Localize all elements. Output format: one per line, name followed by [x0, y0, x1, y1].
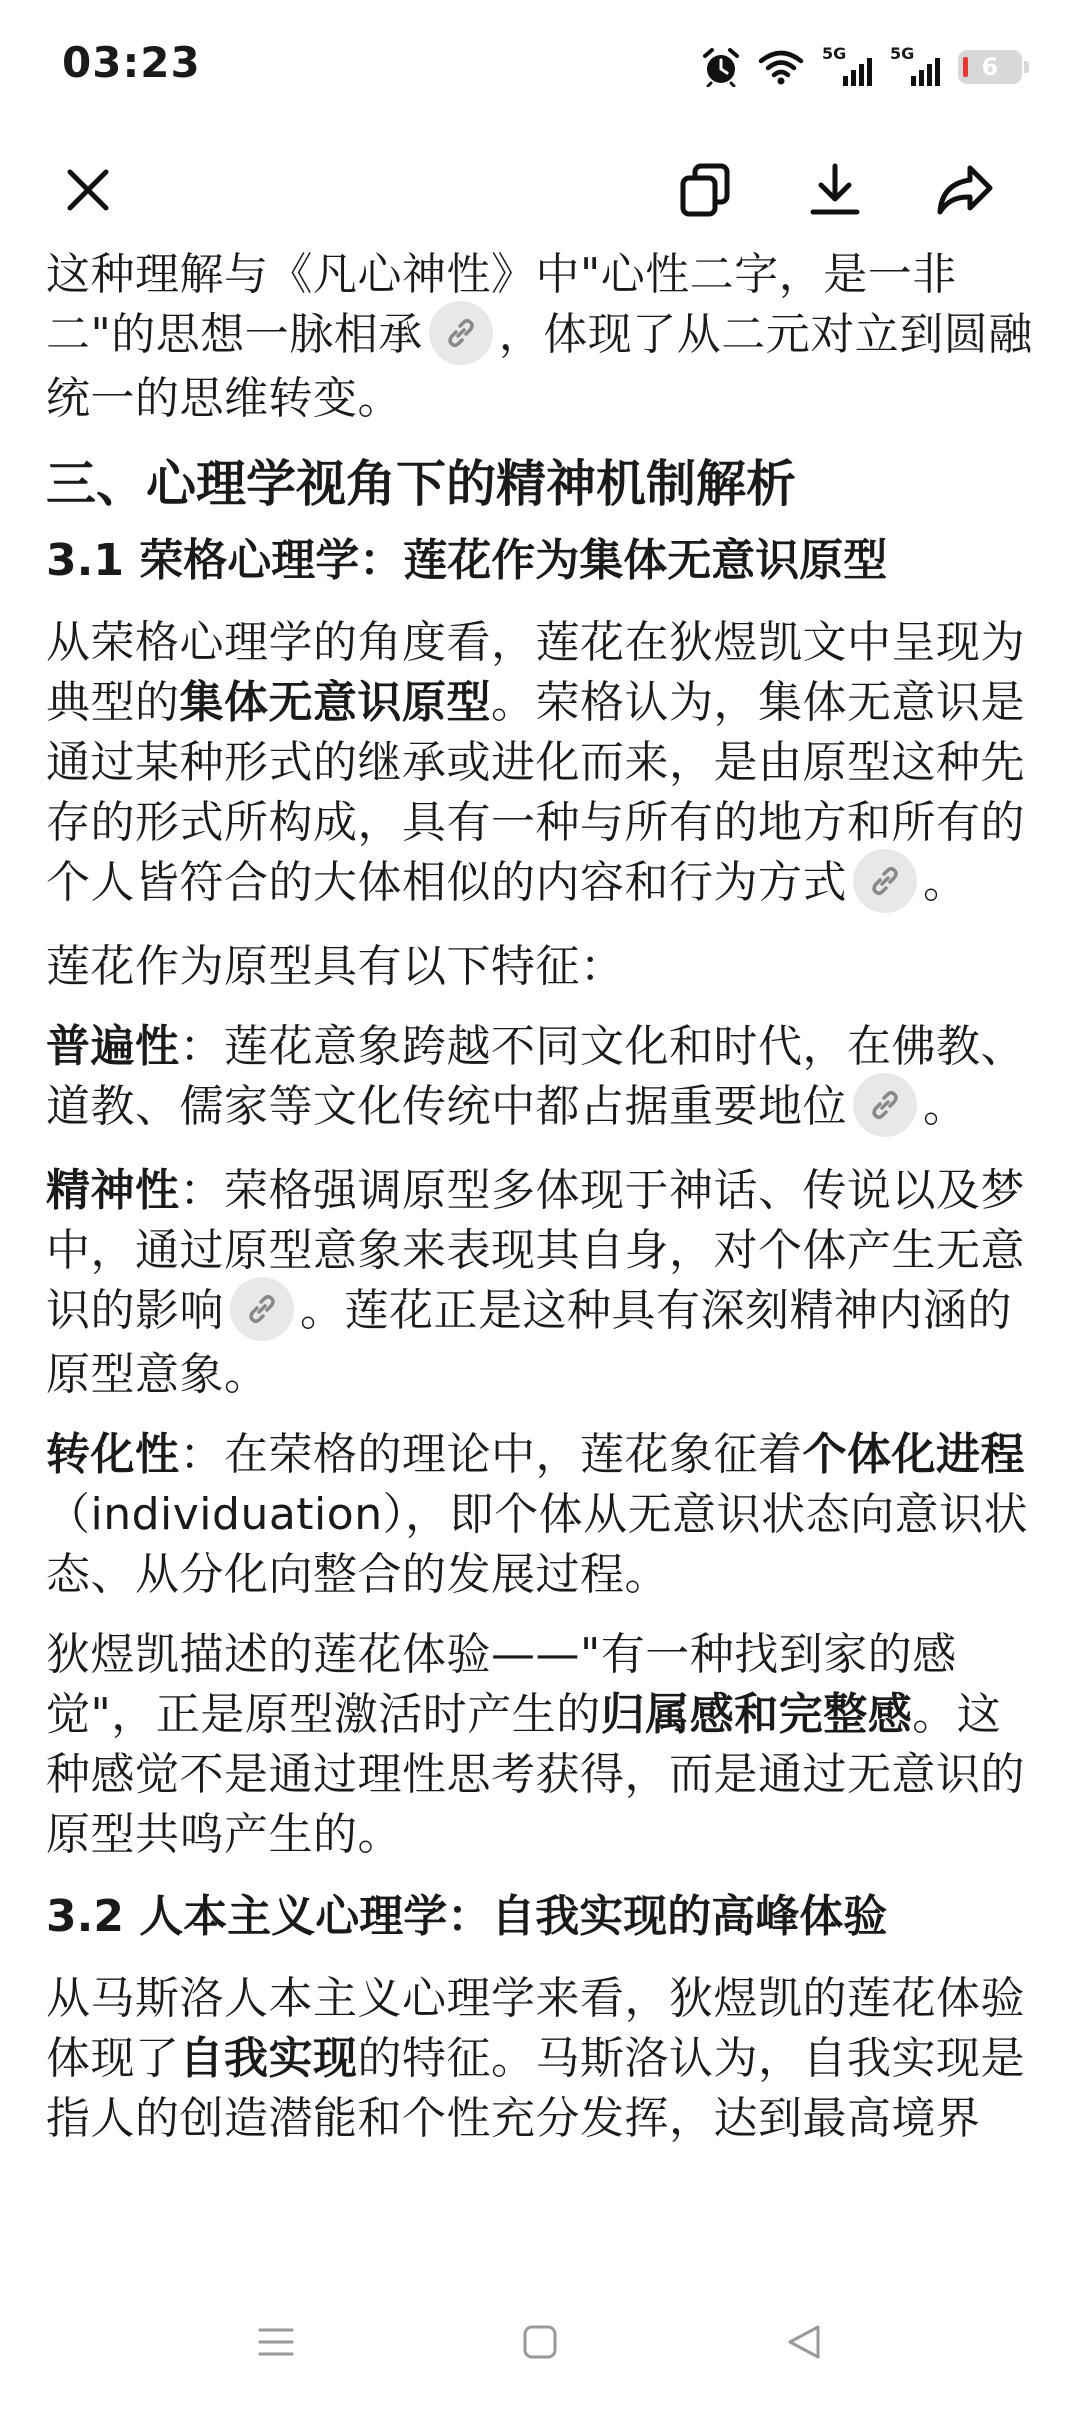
- link-icon[interactable]: [853, 1073, 917, 1137]
- signal-icon-sim2: 5G: [890, 46, 940, 88]
- navigation-bar: [0, 2272, 1080, 2412]
- home-icon: [520, 2322, 560, 2362]
- status-bar: [0, 0, 1080, 140]
- download-button[interactable]: [785, 140, 885, 240]
- link-icon[interactable]: [853, 849, 917, 913]
- subsection-heading-3-1: 3.1 荣格心理学：莲花作为集体无意识原型: [46, 535, 888, 586]
- share-button[interactable]: [915, 140, 1015, 240]
- article-content: [46, 245, 1036, 2250]
- paragraph-transformation: 转化性：在荣格的理论中，莲花象征着个体化进程（individuation），即个体从无意识状态向意识状态、从分化向整合的发展过程。: [46, 1429, 1029, 1600]
- status-icons: [702, 42, 1022, 92]
- status-time: 03:23: [62, 38, 201, 87]
- battery-level: 6: [981, 53, 999, 81]
- paragraph-universality: 普遍性：莲花意象跨越不同文化和时代，在佛教、道教、儒家等文化传统中都占据重要地位 。: [46, 1017, 1036, 1141]
- back-button[interactable]: [764, 2312, 844, 2372]
- back-icon: [784, 2322, 824, 2362]
- share-icon: [934, 160, 996, 220]
- link-icon[interactable]: [429, 301, 493, 365]
- battery-icon: [958, 50, 1022, 84]
- wifi-icon: [758, 49, 804, 85]
- paragraph-lotus-experience: 狄煜凯描述的莲花体验——"有一种找到家的感觉"，正是原型激活时产生的归属感和完整感。这种感觉不是通过理性思考获得，而是通过无意识的原型共鸣产生的。: [46, 1629, 1025, 1860]
- paragraph-maslow: 从马斯洛人本主义心理学来看，狄煜凯的莲花体验体现了自我实现的特征。马斯洛认为，自我实现是指人的创造潜能和个性充分发挥，达到最高境界: [46, 1973, 1025, 2144]
- paragraph-spirituality: 精神性：荣格强调原型多体现于神话、传说以及梦中，通过原型意象来表现其自身，对个体产生无意识的影响 。莲花正是这种具有深刻精神内涵的原型意象。: [46, 1165, 1025, 1400]
- signal-icon-sim1: 5G: [822, 46, 872, 88]
- copy-button[interactable]: [655, 140, 755, 240]
- close-icon: [60, 162, 116, 218]
- copy-icon: [675, 160, 735, 220]
- alarm-icon: [702, 47, 740, 87]
- paragraph-jung: 从荣格心理学的角度看，莲花在狄煜凯文中呈现为典型的集体无意识原型。荣格认为，集体无意识是通过某种形式的继承或进化而来，是由原型这种先存的形式所构成，具有一种与所有的地方和所有的个人皆符合的大体相似的内容和行为方式 。: [46, 613, 1036, 917]
- paragraph-intro: 这种理解与《凡心神性》中"心性二字，是一非二"的思想一脉相承 ，体现了从二元对立到圆融统一的思维转变。: [46, 249, 1033, 424]
- toolbar: [0, 140, 1080, 240]
- link-icon[interactable]: [230, 1277, 294, 1341]
- close-button[interactable]: [38, 140, 138, 240]
- section-heading: 三、心理学视角下的精神机制解析: [46, 455, 796, 513]
- menu-button[interactable]: [236, 2312, 316, 2372]
- subsection-heading-3-2: 3.2 人本主义心理学：自我实现的高峰体验: [46, 1891, 888, 1942]
- paragraph-features-intro: 莲花作为原型具有以下特征：: [46, 941, 625, 992]
- download-icon: [805, 160, 865, 220]
- home-button[interactable]: [500, 2312, 580, 2372]
- menu-icon: [256, 2322, 296, 2362]
